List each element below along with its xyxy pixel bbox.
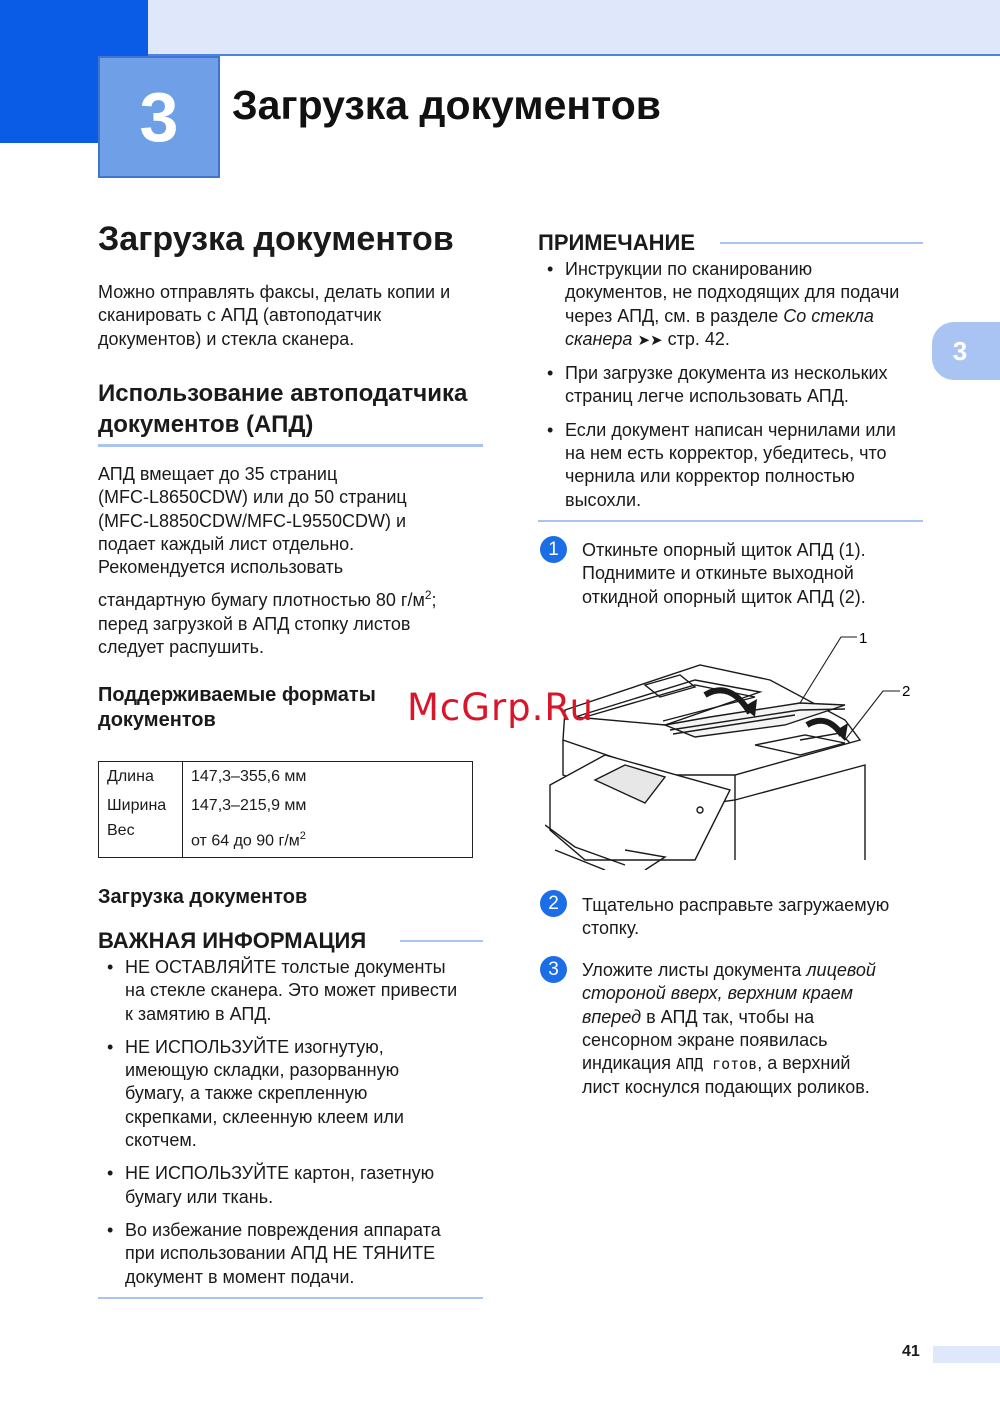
step-line: [582, 1006, 947, 1029]
step-number-badge: [540, 956, 567, 983]
table-row: [99, 762, 473, 792]
step-number-badge: [540, 890, 567, 917]
list-item-line: на стекле сканера. Это может привести: [125, 980, 458, 1001]
step-line: откидной опорный щиток АПД (2).: [582, 586, 866, 607]
list-item-line: имеющую складки, разорванную: [125, 1060, 400, 1081]
chapter-number-box: [98, 56, 220, 178]
adf-heading-line: Использование автоподатчика: [98, 380, 468, 407]
list-item-line: • Если документ написан чернилами или: [565, 419, 896, 440]
list-item-line: чернила или корректор полностью: [565, 466, 855, 487]
step-line: сенсорном экране появилась: [582, 1029, 828, 1050]
adf-line: (MFC-L8650CDW) или до 50 страниц: [98, 487, 407, 508]
step-text-italic: вперед: [582, 1006, 642, 1027]
list-item-line: [565, 328, 933, 352]
section-title: Загрузка документов: [98, 220, 454, 258]
adf-paragraph: [98, 463, 488, 659]
step-text-part: в АПД так, чтобы на: [641, 1006, 815, 1027]
list-item-line: скрепками, склеенную клеем или: [125, 1106, 404, 1127]
step-line: Тщательно расправьте загружаемую: [582, 895, 890, 915]
table-cell-value: [183, 820, 473, 858]
superscript: 2: [299, 830, 306, 843]
chapter-number: 3: [139, 78, 179, 156]
adf-line: (MFC-L8850CDW/MFC-L9550CDW) и: [98, 510, 407, 531]
step-line: [582, 982, 947, 1005]
adf-line: подает каждый лист отдельно.: [98, 533, 355, 554]
step-line: [582, 959, 947, 982]
step-line: [582, 1052, 947, 1076]
important-bottom-rule: [98, 1297, 483, 1299]
list-item-line: • НЕ ИСПОЛЬЗУЙТЕ картон, газетную: [125, 1163, 435, 1184]
list-item-line: • Во избежание повреждения аппарата: [125, 1219, 441, 1240]
table-cell-label: Вес: [99, 820, 183, 858]
step-number: 2: [548, 892, 559, 914]
list-item-line: • НЕ ИСПОЛЬЗУЙТЕ изогнутую,: [125, 1036, 384, 1057]
step-number: 3: [548, 958, 559, 980]
table-row: [99, 820, 473, 858]
step-line: лист коснулся подающих роликов.: [582, 1077, 870, 1098]
list-item-line: документ в момент подачи.: [125, 1266, 355, 1287]
adf-weight-post: ;: [431, 590, 437, 611]
formats-heading-line: Поддерживаемые форматы: [98, 684, 376, 706]
list-item-line: [565, 305, 933, 328]
page-number: 41: [902, 1343, 920, 1360]
formats-heading: [98, 683, 418, 733]
page-reference: стр. 42.: [662, 328, 730, 349]
table-cell-label: Длина: [99, 762, 183, 792]
printer-adf-illustration: [545, 625, 925, 870]
step-line: стопку.: [582, 918, 640, 939]
adf-line: Рекомендуется использовать: [98, 557, 344, 578]
list-item-line: документов, не подходящих для подачи: [565, 282, 900, 303]
step-3-text: [582, 959, 947, 1100]
list-item-line: бумагу, а также скрепленную: [125, 1083, 368, 1104]
list-item-line: на нем есть корректор, убедитесь, что: [565, 443, 887, 464]
step-text-part: , а верхний: [757, 1053, 851, 1074]
note-bottom-rule: [538, 520, 923, 522]
chapter-title: Загрузка документов: [232, 82, 661, 128]
side-tab-label: 3: [952, 335, 968, 366]
cross-reference-link[interactable]: Со стекла: [783, 305, 874, 326]
list-item: [538, 419, 933, 512]
important-title-rule: [400, 940, 483, 942]
step-number-badge: [540, 536, 567, 563]
adf-line-weight: [98, 584, 488, 612]
step-text-part: индикация: [582, 1053, 676, 1074]
important-list: [98, 956, 493, 1299]
step-number: 1: [548, 538, 559, 560]
intro-paragraph: [98, 281, 488, 351]
list-item-line: • При загрузке документа из нескольких: [565, 363, 888, 384]
formats-heading-line: документов: [98, 709, 216, 731]
list-item-line: страниц легче использовать АПД.: [565, 386, 849, 407]
important-title: ВАЖНАЯ ИНФОРМАЦИЯ: [98, 928, 367, 953]
list-item-line: при использовании АПД НЕ ТЯНИТЕ: [125, 1243, 436, 1264]
heading-rule: [98, 444, 483, 447]
table-row: [99, 791, 473, 820]
intro-line: сканировать с АПД (автоподатчик: [98, 305, 382, 326]
note-title: ПРИМЕЧАНИЕ: [538, 230, 696, 255]
page-number-bar: [933, 1346, 1000, 1363]
chapter-side-tab[interactable]: [932, 322, 1000, 380]
list-item: [98, 956, 493, 1026]
list-item-line: к замятию в АПД.: [125, 1003, 272, 1024]
step-1-text: [582, 539, 942, 609]
intro-line: документов) и стекла сканера.: [98, 328, 355, 349]
list-item: [98, 1036, 493, 1152]
adf-heading-line: документов (АПД): [98, 411, 314, 438]
list-item-line: скотчем.: [125, 1130, 197, 1151]
table-cell-value: 147,3–215,9 мм: [191, 796, 307, 814]
adf-line: следует распушить.: [98, 637, 264, 658]
step-text-italic: лицевой: [806, 960, 876, 980]
list-item-line: • Инструкции по сканированию: [565, 259, 813, 279]
callout-label-2: 2: [902, 683, 911, 700]
step-line: Поднимите и откиньте выходной: [582, 563, 854, 584]
adf-line: перед загрузкой в АПД стопку листов: [98, 613, 411, 634]
list-item: [98, 1162, 493, 1209]
header-band: [148, 0, 1000, 56]
step-line: Откиньте опорный щиток АПД (1).: [582, 540, 866, 560]
step-text-part: Уложите листы документа: [582, 960, 807, 980]
list-item-line: бумагу или ткань.: [125, 1186, 274, 1207]
list-item: [98, 1219, 493, 1289]
list-item-line: • НЕ ОСТАВЛЯЙТЕ толстые документы: [125, 957, 446, 977]
callout-line-1: [800, 637, 857, 703]
adf-heading: [98, 378, 488, 440]
note-list: [538, 258, 933, 522]
list-item-line: высохли.: [565, 489, 642, 510]
cross-reference-link[interactable]: сканера: [565, 328, 633, 349]
intro-line: Можно отправлять факсы, делать копии и: [98, 282, 451, 302]
adf-weight-text: стандартную бумагу плотностью 80 г/м: [98, 590, 425, 611]
callout-label-1: 1: [859, 630, 868, 647]
list-item: [538, 258, 933, 352]
lcd-message: АПД готов: [675, 1055, 758, 1074]
step-text-italic: стороной вверх, верхним краем: [582, 983, 853, 1004]
loading-heading: Загрузка документов: [98, 886, 308, 908]
weight-value: от 64 до 90 г/м: [191, 832, 300, 850]
table-cell-label: Ширина: [99, 791, 183, 820]
table-cell-value: 147,3–355,6 мм: [191, 767, 307, 785]
note-title-rule: [720, 242, 923, 244]
adf-line: АПД вмещает до 35 страниц: [98, 464, 338, 484]
formats-table: [98, 761, 473, 858]
superscript: 2: [424, 588, 432, 603]
watermark: McGrp.Ru: [407, 686, 594, 729]
double-arrow-icon: ➤➤: [637, 331, 663, 349]
note-text: через АПД, см. в разделе: [565, 305, 784, 326]
step-2-text: [582, 894, 942, 941]
list-item: [538, 362, 933, 409]
